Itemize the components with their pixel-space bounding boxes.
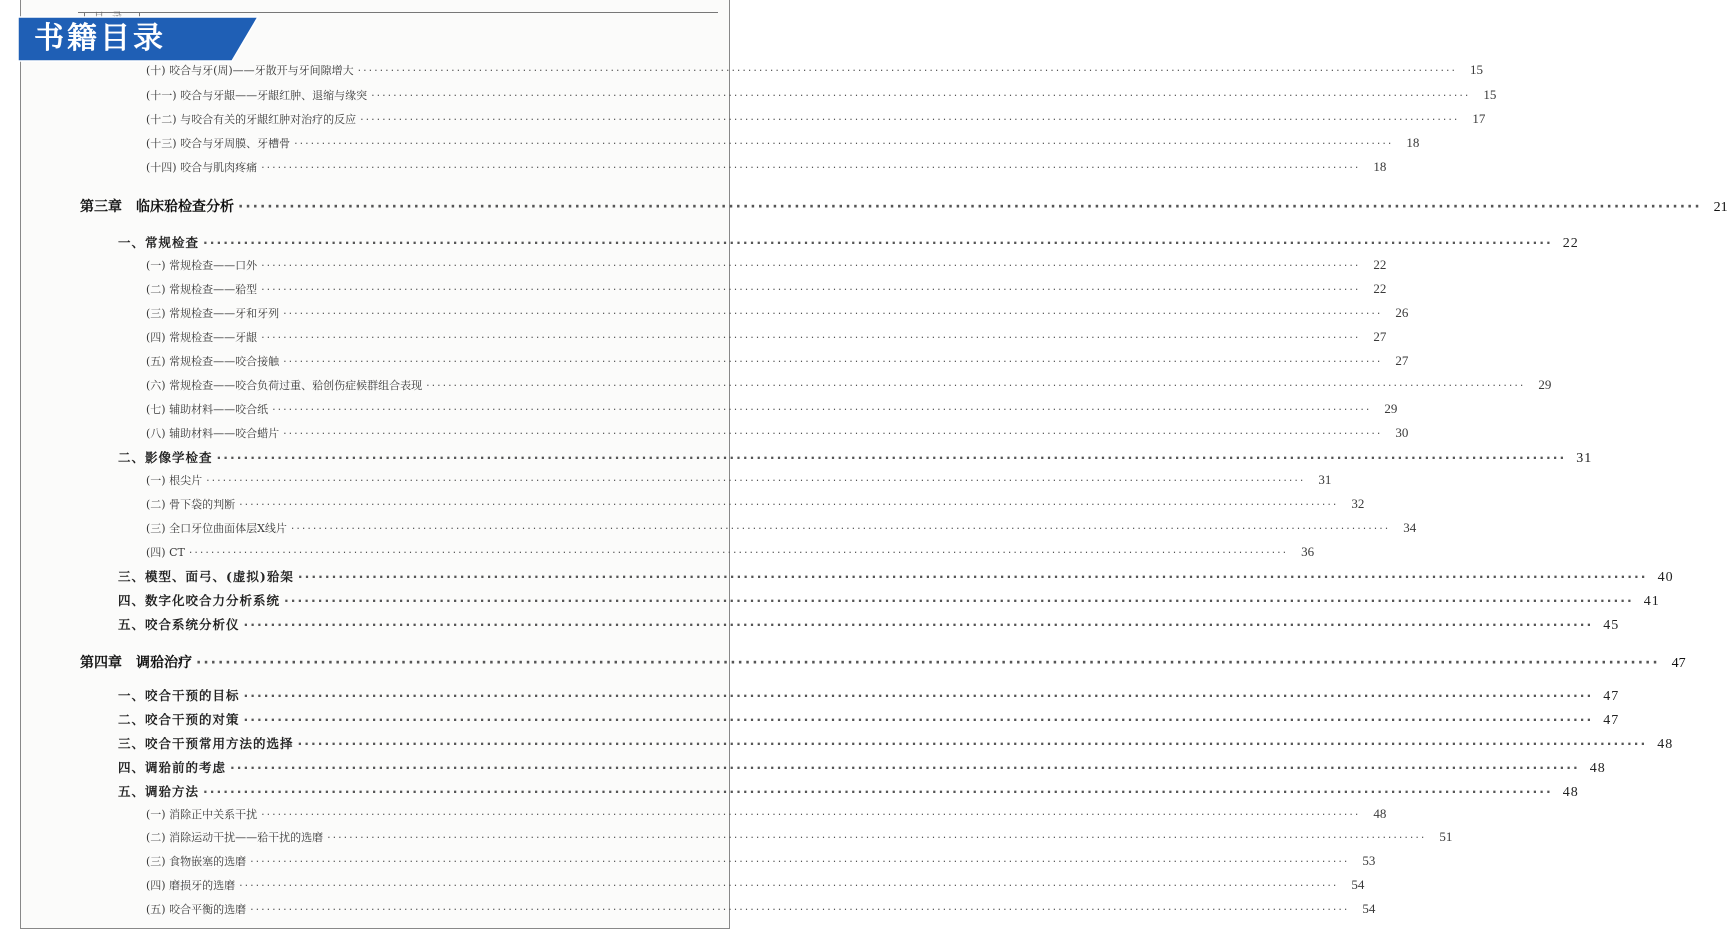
toc-leader-dots: ········································································································································································································ — [206, 474, 1306, 487]
toc-leader-dots: ········································································································································································································ — [196, 655, 1660, 671]
toc-leader-dots: ········································································································································································································ — [243, 688, 1594, 703]
toc-page-number: 48 — [1589, 761, 1606, 776]
toc-entry-title: 一、常规检查 — [118, 235, 200, 250]
toc-leader-dots: ········································································································································································································ — [290, 522, 1391, 535]
toc-entry-title: (三) 食物嵌塞的选磨 — [146, 855, 247, 868]
toc-entry[interactable] — [118, 734, 1674, 753]
toc-leader-dots: ········································································································································································································ — [297, 736, 1648, 751]
toc-entry-title: 四、数字化咬合力分析系统 — [118, 593, 281, 608]
toc-entry-title: 五、咬合系统分析仪 — [118, 617, 240, 632]
banner-title: 书籍目录 — [34, 21, 166, 56]
toc-leader-dots: ········································································································································································································ — [426, 379, 1526, 392]
toc-leader-dots: ········································································································································································································ — [283, 355, 1383, 368]
toc-entry[interactable] — [146, 544, 1315, 560]
toc-page-number: 22 — [1373, 281, 1387, 296]
toc-leader-dots: ········································································································································································································ — [203, 235, 1553, 250]
catalog-banner — [18, 17, 258, 61]
toc-entry-title: (六) 常规检查——咬合负荷过重、𬌗创伤症候群组合表现 — [146, 379, 423, 392]
toc-leader-dots: ········································································································································································································ — [272, 403, 1372, 416]
toc-page-number: 30 — [1395, 425, 1409, 440]
toc-page-number: 40 — [1657, 570, 1674, 585]
toc-leader-dots: ········································································································································································································ — [239, 879, 1339, 892]
toc-entry-title: (一) 根尖片 — [146, 474, 203, 487]
toc-page-number: 31 — [1576, 451, 1593, 466]
toc-page-number: 54 — [1351, 877, 1365, 892]
toc-page-number: 47 — [1603, 689, 1620, 704]
toc-leader-dots: ········································································································································································································ — [238, 199, 1702, 215]
toc-entry-title: (一) 常规检查——口外 — [146, 259, 258, 272]
toc-page-number: 34 — [1403, 520, 1417, 535]
toc-entry[interactable] — [146, 853, 1376, 869]
toc-entry[interactable] — [146, 806, 1387, 822]
toc-page-number: 47 — [1671, 656, 1686, 671]
toc-entry-title: (二) 骨下袋的判断 — [146, 498, 236, 511]
toc-leader-dots: ········································································································································································································ — [243, 617, 1594, 632]
toc-leader-dots: ········································································································································································································ — [216, 450, 1567, 465]
toc-leader-dots: ········································································································································································································ — [250, 855, 1350, 868]
toc-page-number: 31 — [1318, 472, 1332, 487]
toc-entry[interactable] — [118, 591, 1660, 610]
toc-page-number: 18 — [1406, 135, 1420, 150]
toc-entry[interactable] — [118, 686, 1620, 705]
toc-entry[interactable] — [146, 281, 1387, 297]
toc-entry[interactable] — [146, 353, 1409, 369]
toc-entry-title: (三) 常规检查——牙和牙列 — [146, 307, 280, 320]
toc-entry-title: 五、调𬌗方法 — [118, 784, 200, 799]
toc-page-number: 15 — [1470, 62, 1483, 77]
toc-page-number: 18 — [1373, 159, 1387, 174]
toc-entry[interactable] — [146, 472, 1332, 488]
page-content — [78, 12, 1728, 926]
toc-entry[interactable] — [146, 135, 1420, 151]
toc-leader-dots: ········································································································································································································ — [243, 712, 1594, 727]
toc-leader-dots: ········································································································································································································ — [188, 546, 1289, 559]
toc-entry[interactable] — [146, 496, 1365, 512]
toc-entry-title: 二、影像学检查 — [118, 450, 213, 465]
toc-entry[interactable] — [146, 377, 1552, 393]
toc-entry[interactable] — [146, 401, 1398, 417]
toc-entry-title: (四) 磨损牙的选磨 — [146, 879, 236, 892]
toc-entry[interactable] — [118, 615, 1620, 634]
toc-leader-dots: ········································································································································································································ — [371, 89, 1471, 102]
toc-entry[interactable] — [118, 448, 1593, 467]
toc-entry[interactable] — [146, 305, 1409, 321]
toc-entry[interactable] — [118, 233, 1579, 252]
toc-entry-title: (十三) 咬合与牙周膜、牙槽骨 — [146, 137, 291, 150]
toc-leader-dots: ········································································································································································································ — [327, 831, 1427, 844]
toc-entry-title: (十二) 与咬合有关的牙龈红肿对治疗的反应 — [146, 113, 357, 126]
toc-entry[interactable] — [80, 652, 1686, 672]
toc-leader-dots: ········································································································································································································ — [284, 593, 1634, 608]
toc-page-number: 53 — [1362, 853, 1376, 868]
toc-entry-title: (五) 咬合平衡的选磨 — [146, 903, 247, 916]
toc-page-number: 48 — [1562, 785, 1579, 800]
toc-page-number: 51 — [1439, 829, 1453, 844]
toc-entry-title: 第三章 临床𬌗检查分析 — [80, 199, 234, 215]
toc-leader-dots: ········································································································································································································ — [230, 760, 1580, 775]
toc-entry-title: (二) 消除运动干扰——𬌗干扰的选磨 — [146, 831, 324, 844]
toc-entry-title: (三) 全口牙位曲面体层X线片 — [146, 522, 287, 535]
toc-leader-dots: ········································································································································································································ — [360, 113, 1460, 126]
toc-entry[interactable] — [118, 758, 1606, 777]
toc-entry-title: (十) 咬合与牙(周)——牙散开与牙间隙增大 — [146, 64, 354, 77]
toc-page-number: 32 — [1351, 496, 1365, 511]
toc-entry-title: 四、调𬌗前的考虑 — [118, 760, 227, 775]
toc-leader-dots: ········································································································································································································ — [250, 903, 1350, 916]
toc-entry-title: (八) 辅助材料——咬合蜡片 — [146, 427, 280, 440]
toc-entry[interactable] — [80, 196, 1728, 216]
toc-entry[interactable] — [118, 782, 1579, 801]
toc-entry[interactable] — [118, 710, 1620, 729]
toc-entry-title: (二) 常规检查——𬌗型 — [146, 283, 258, 296]
toc-page-number: 54 — [1362, 901, 1376, 916]
toc-entry[interactable] — [146, 111, 1486, 127]
toc-entry[interactable] — [146, 877, 1365, 893]
toc-entry-title: (四) CT — [146, 546, 185, 559]
toc-leader-dots: ········································································································································································································ — [294, 137, 1394, 150]
toc-page-number: 48 — [1657, 737, 1674, 752]
toc-page-number: 27 — [1373, 329, 1387, 344]
toc-page-number: 29 — [1384, 401, 1398, 416]
book-page — [20, 0, 1728, 929]
toc-entry-title: (十四) 咬合与肌肉疼痛 — [146, 161, 258, 174]
toc-leader-dots: ········································································································································································································ — [261, 161, 1361, 174]
toc-leader-dots: ········································································································································································································ — [261, 283, 1361, 296]
toc-entry-title: 第四章 调𬌗治疗 — [80, 655, 192, 671]
toc-entry[interactable] — [146, 829, 1453, 845]
toc-page-number: 45 — [1603, 618, 1620, 633]
toc-entry[interactable] — [146, 425, 1409, 441]
toc-entry[interactable] — [146, 257, 1387, 273]
toc-entry-title: (五) 常规检查——咬合接触 — [146, 355, 280, 368]
toc-page-number: 27 — [1395, 353, 1409, 368]
toc-entry-title: (十一) 咬合与牙龈——牙龈红肿、退缩与缘突 — [146, 89, 368, 102]
toc-leader-dots: ········································································································································································································ — [357, 64, 1457, 77]
toc-entry[interactable] — [146, 901, 1376, 917]
toc-page-number: 36 — [1301, 544, 1315, 559]
toc-leader-dots: ········································································································································································································ — [203, 784, 1553, 799]
toc-entry-title: 二、咬合干预的对策 — [118, 712, 240, 727]
toc-page-number: 17 — [1472, 111, 1486, 126]
toc-entry[interactable] — [118, 567, 1674, 586]
toc-page-number: 15 — [1483, 87, 1497, 102]
toc-page-number: 22 — [1562, 236, 1579, 251]
toc-entry-title: 一、咬合干预的目标 — [118, 688, 240, 703]
toc-page-number: 41 — [1643, 594, 1660, 609]
toc-entry[interactable] — [146, 520, 1417, 536]
toc-leader-dots: ········································································································································································································ — [283, 427, 1383, 440]
toc-entry[interactable] — [146, 159, 1387, 175]
toc-page-number: 26 — [1395, 305, 1409, 320]
toc-entry[interactable] — [146, 329, 1387, 345]
toc-page-number: 21 — [1713, 200, 1728, 215]
toc-page-number: 22 — [1373, 257, 1387, 272]
toc-entry[interactable] — [146, 87, 1497, 103]
toc-leader-dots: ········································································································································································································ — [261, 808, 1361, 821]
toc-entry-title: 三、模型、面弓、(虚拟)𬌗架 — [118, 569, 294, 584]
toc-page-number: 47 — [1603, 713, 1620, 728]
toc-entry[interactable] — [146, 62, 1483, 78]
toc-entry-title: (四) 常规检查——牙龈 — [146, 331, 258, 344]
toc-leader-dots: ········································································································································································································ — [297, 569, 1648, 584]
toc-entry-title: 三、咬合干预常用方法的选择 — [118, 736, 294, 751]
toc-leader-dots: ········································································································································································································ — [261, 259, 1361, 272]
toc-leader-dots: ········································································································································································································ — [261, 331, 1361, 344]
toc-page-number: 48 — [1373, 806, 1387, 821]
toc-leader-dots: ········································································································································································································ — [239, 498, 1339, 511]
toc-entry-title: (七) 辅助材料——咬合纸 — [146, 403, 269, 416]
toc-entry-title: (一) 消除正中关系干扰 — [146, 808, 258, 821]
toc-leader-dots: ········································································································································································································ — [283, 307, 1383, 320]
header-rule — [78, 12, 718, 13]
toc-page-number: 29 — [1538, 377, 1552, 392]
